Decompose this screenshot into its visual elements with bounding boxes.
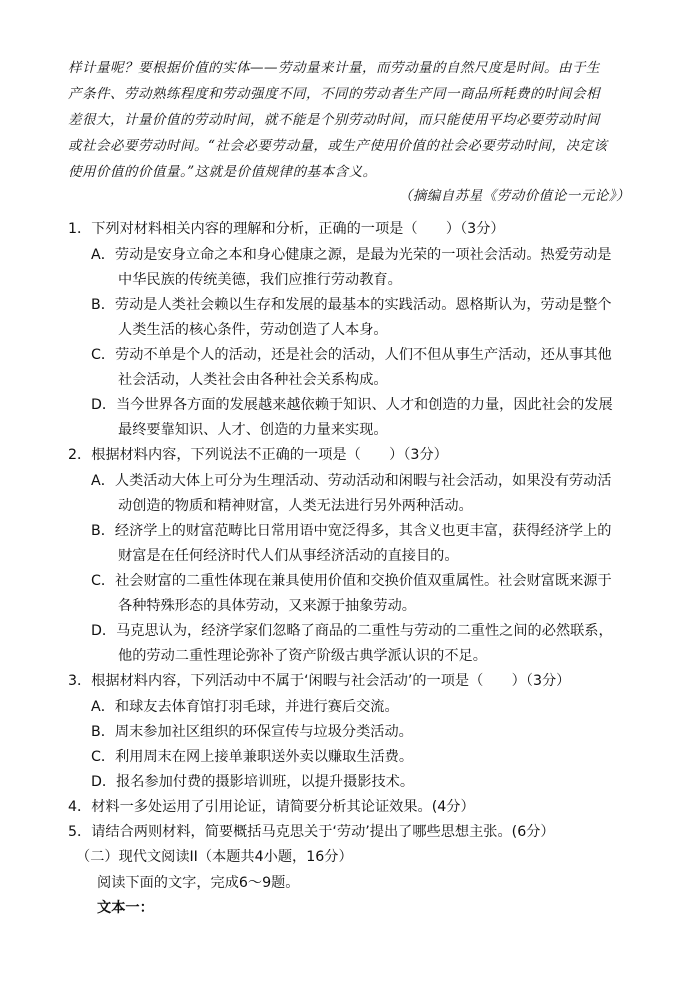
question-stem: 4．材料一多处运用了引用论证，请简要分析其论证效果。(4分）	[68, 799, 475, 815]
option-line: C．劳动不单是个人的活动，还是社会的活动，人们不但从事生产活动，还从事其他	[91, 347, 612, 363]
passage-line: 样计量呢？要根据价值的实体——劳动量来计量，而劳动量的自然尺度是时间。由于生	[68, 60, 600, 76]
option-line: 各种特殊形态的具体劳动，又来源于抽象劳动。	[118, 598, 416, 614]
option-line: A．劳动是安身立命之本和身心健康之源，是最为光荣的一项社会活动。热爱劳动是	[91, 247, 612, 263]
option-line: 社会活动，人类社会由各种社会关系构成。	[118, 372, 388, 388]
option-line: D．报名参加付费的摄影培训班，以提升摄影技术。	[91, 774, 415, 790]
option-line: 财富是在任何经济时代人们从事经济活动的直接目的。	[118, 548, 459, 564]
option-line: A．人类活动大体上可分为生理活动、劳动活动和闲暇与社会活动，如果没有劳动活	[91, 473, 612, 489]
question-stem: 3．根据材料内容，下列活动中不属于‘闲暇与社会活动’的一项是（ ）（3分）	[68, 673, 571, 689]
question-stem: 2．根据材料内容，下列说法不正确的一项是（ ）（3分）	[68, 447, 448, 463]
text-label: 文本一：	[97, 900, 154, 916]
option-line: 中华民族的传统美德，我们应推行劳动教育。	[118, 272, 402, 288]
option-line: C．利用周末在网上接单兼职送外卖以赚取生活费。	[91, 749, 414, 765]
passage-line: 使用价值的价值量。”这就是价值规律的基本含义。	[68, 164, 377, 180]
option-line: C．社会财富的二重性体现在兼具使用价值和交换价值双重属性。社会财富既来源于	[91, 573, 612, 589]
option-line: B．劳动是人类社会赖以生存和发展的最基本的实践活动。恩格斯认为，劳动是整个	[91, 297, 612, 313]
option-line: 最终要靠知识、人才、创造的力量来实现。	[118, 422, 388, 438]
option-line: 人类生活的核心条件，劳动创造了人本身。	[118, 322, 388, 338]
option-line: B．周末参加社区组织的环保宣传与垃圾分类活动。	[91, 724, 413, 740]
passage-source: （摘编自苏星《劳动价值论一元论》）	[398, 188, 630, 204]
option-line: B．经济学上的财富范畴比日常用语中宽泛得多，其含义也更丰富，获得经济学上的	[91, 523, 612, 539]
option-line: 动创造的物质和精神财富，人类无法进行另外两种活动。	[118, 498, 473, 514]
passage-line: 差很大，计量价值的劳动时间，就不能是个别劳动时间，而只能使用平均必要劳动时间	[68, 112, 600, 128]
option-line: D．马克思认为，经济学家们忽略了商品的二重性与劳动的二重性之间的必然联系，	[91, 623, 613, 639]
section-instruction: 阅读下面的文字，完成6～9题。	[97, 875, 300, 891]
section-heading: （二）现代文阅读II（本题共4小题，16分）	[76, 849, 353, 865]
option-line: 他的劳动二重性理论弥补了资产阶级古典学派认识的不足。	[118, 648, 487, 664]
question-stem: 5．请结合两则材料，简要概括马克思关于‘劳动’提出了哪些思想主张。(6分）	[68, 824, 555, 840]
passage-line: 产条件、劳动熟练程度和劳动强度不同，不同的劳动者生产同一商品所耗费的时间会相	[68, 86, 600, 102]
passage-line: 或社会必要劳动时间。“社会必要劳动量，或生产使用价值的社会必要劳动时间，决定该	[68, 138, 608, 154]
option-line: A．和球友去体育馆打羽毛球，并进行赛后交流。	[91, 699, 399, 715]
option-line: D．当今世界各方面的发展越来越依赖于知识、人才和创造的力量，因此社会的发展	[91, 397, 613, 413]
question-stem: 1．下列对材料相关内容的理解和分析，正确的一项是（ ）（3分）	[68, 221, 505, 237]
